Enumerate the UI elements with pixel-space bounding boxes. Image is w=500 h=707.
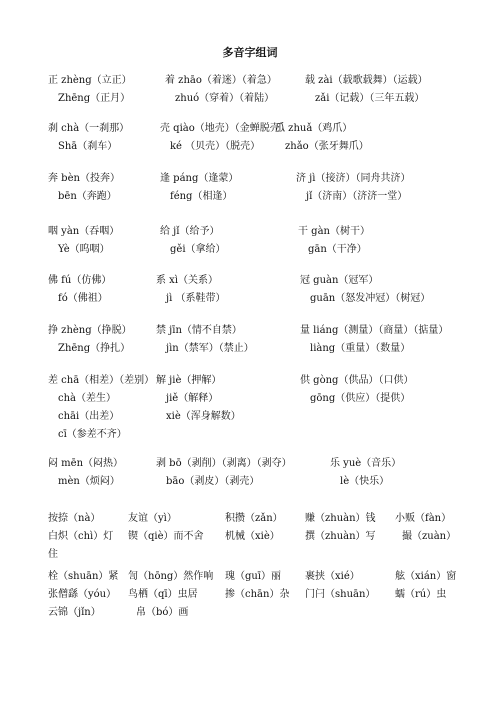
entry-reading: zǎi（记载）（三年五载） xyxy=(315,93,425,104)
misc-row xyxy=(0,604,500,622)
entry-headword: 着 zhāo（着迷）（着急） xyxy=(165,75,277,86)
polyphone-entry xyxy=(275,120,369,156)
entry-headword: 载 zài（载歌载舞）（运载） xyxy=(305,75,428,86)
entry-reading: jiě（解释） xyxy=(166,393,219,404)
entry-reading: gān（干净） xyxy=(308,244,367,255)
misc-word: 撰（zhuàn）写 xyxy=(305,531,376,542)
misc-word: 门闩（shuān） xyxy=(305,589,376,600)
word-group-row xyxy=(0,372,500,440)
polyphone-entry xyxy=(156,322,254,358)
polyphone-entry xyxy=(296,170,410,206)
misc-row xyxy=(0,568,500,586)
word-group-row xyxy=(0,170,500,210)
word-group-row xyxy=(0,455,500,495)
word-group-row xyxy=(0,72,500,112)
entry-headword: 刹 chà（一刹那） xyxy=(48,123,130,134)
misc-word: 白炽（chì）灯 xyxy=(48,531,114,542)
misc-word: 锲（qiè）而不舍 xyxy=(128,531,204,542)
entry-reading: zhǎo（张牙舞爪） xyxy=(285,141,369,152)
polyphone-entry xyxy=(48,72,132,108)
page-title: 多音字组词 xyxy=(222,46,278,59)
polyphone-entry xyxy=(156,455,292,491)
entry-headword: 系 xì（关系） xyxy=(156,275,219,286)
misc-word: 栓（shuān）紧 xyxy=(48,571,119,582)
entry-reading: lè（快乐） xyxy=(340,476,390,487)
entry-reading: fó（佛祖） xyxy=(58,293,108,304)
misc-word: 赚（zhuàn）钱 xyxy=(305,513,376,524)
misc-word: 舷（xián）窗 xyxy=(395,571,457,582)
entry-headword: 差 chā（相差）（差别） xyxy=(48,375,155,386)
entry-reading: jì （系鞋带） xyxy=(166,293,226,304)
misc-row xyxy=(0,546,500,568)
entry-reading: gōng（供应）（提供） xyxy=(310,393,411,404)
polyphone-entry xyxy=(300,322,448,358)
entry-reading: chāi（出差） xyxy=(58,411,120,422)
polyphone-entry xyxy=(160,170,238,206)
word-group-row xyxy=(0,120,500,160)
entry-reading: gěi（拿给） xyxy=(170,244,226,255)
entry-reading: bāo（剥皮）（剥壳） xyxy=(166,476,260,487)
polyphone-entry xyxy=(156,372,241,426)
entry-reading: zhuó（穿着）（着陆） xyxy=(175,93,275,104)
entry-reading: féng（相逢） xyxy=(170,191,233,202)
word-group-row xyxy=(0,223,500,263)
misc-word: 瑰（guī）丽 xyxy=(225,571,282,582)
misc-row xyxy=(0,510,500,528)
polyphone-entry xyxy=(298,223,370,259)
misc-word: 裹挟（xié） xyxy=(305,571,360,582)
misc-word: 住 xyxy=(48,549,58,560)
entry-headword: 闷 mēn（闷热） xyxy=(48,458,124,469)
entry-reading: liàng（重量）（数量） xyxy=(310,343,411,354)
misc-words xyxy=(0,510,500,622)
entry-reading: guān（怒发冲冠）（树冠） xyxy=(310,293,431,304)
entry-reading: Shā（刹车） xyxy=(58,141,118,152)
entry-headword: 给 jǐ（给予） xyxy=(160,226,220,237)
entry-headword: 禁 jīn（情不自禁） xyxy=(156,325,242,336)
entry-reading: ké （贝壳）（脱壳） xyxy=(170,141,261,152)
entry-reading: mèn（烦闷） xyxy=(58,476,120,487)
entry-headword: 壳 qiào（地壳）（金蝉脱壳） xyxy=(160,123,290,134)
misc-word: 蠕（rú）虫 xyxy=(395,589,447,600)
entry-headword: 干 gàn（树干） xyxy=(298,226,370,237)
misc-word: 云锦（jǐn） xyxy=(48,607,101,618)
polyphone-entry xyxy=(300,372,413,408)
polyphone-entry xyxy=(48,272,111,308)
polyphone-entry xyxy=(165,72,277,108)
polyphone-entry xyxy=(48,120,129,156)
misc-row xyxy=(0,528,500,546)
polyphone-entry xyxy=(300,272,430,308)
entry-reading: xiè（浑身解数） xyxy=(166,411,241,422)
word-group-row xyxy=(0,272,500,312)
entry-reading: cī（参差不齐） xyxy=(58,429,127,440)
word-group-row xyxy=(0,322,500,362)
misc-word: 友谊（yì） xyxy=(128,513,177,524)
misc-word: 机械（xiè） xyxy=(225,531,280,542)
polyphone-entry xyxy=(48,223,119,259)
polyphone-entry xyxy=(160,223,226,259)
entry-headword: 正 zhèng（立正） xyxy=(48,75,132,86)
entry-reading: jìn（禁军）（禁止） xyxy=(166,343,254,354)
entry-reading: bēn（奔跑） xyxy=(58,191,117,202)
entry-headword: 奔 bèn（投奔） xyxy=(48,173,120,184)
entry-headword: 冠 guàn（冠军） xyxy=(300,275,379,286)
entry-headword: 挣 zhèng（挣脱） xyxy=(48,325,132,336)
entry-headword: 量 liáng（测量）（商量）（掂量） xyxy=(300,325,449,336)
misc-word: 撮（zuàn） xyxy=(402,531,457,542)
entry-headword: 解 jiè（押解） xyxy=(156,375,222,386)
entry-headword: 乐 yuè（音乐） xyxy=(330,458,402,469)
misc-word: 訇（hōng）然作响 xyxy=(128,571,214,582)
entry-reading: Yè（呜咽） xyxy=(58,244,110,255)
misc-word: 掺（chān）杂 xyxy=(225,589,290,600)
polyphone-entry xyxy=(330,455,401,491)
entry-headword: 咽 yàn（吞咽） xyxy=(48,226,120,237)
misc-row xyxy=(0,586,500,604)
polyphone-entry xyxy=(305,72,428,108)
misc-word: 积攒（zǎn） xyxy=(225,513,283,524)
entry-headword: 逢 páng（逢蒙） xyxy=(160,173,239,184)
misc-word: 小贩（fàn） xyxy=(395,513,452,524)
entry-headword: 佛 fú（仿佛） xyxy=(48,275,112,286)
polyphone-entry xyxy=(48,170,120,206)
misc-word: 张僧繇（yóu） xyxy=(48,589,117,600)
misc-word: 帛（bó）画 xyxy=(136,607,189,618)
entry-headword: 济 jì（接济）（同舟共济） xyxy=(296,173,411,184)
misc-word: 鸟栖（qī）虫居 xyxy=(128,589,198,600)
entry-headword: 剥 bō（剥削）（剥离）（剥夺） xyxy=(156,458,292,469)
entry-reading: Zhēng（挣扎） xyxy=(58,343,131,354)
entry-headword: 爪 zhuǎ（鸡爪） xyxy=(275,123,353,134)
polyphone-entry xyxy=(48,455,123,491)
entry-reading: jǐ（济南）（济济一堂） xyxy=(306,191,408,202)
polyphone-entry xyxy=(160,120,290,156)
entry-headword: 供 gòng（供品）（口供） xyxy=(300,375,414,386)
entry-reading: chà（差生） xyxy=(58,393,117,404)
misc-word: 按捺（nà） xyxy=(48,513,101,524)
entry-reading: Zhēng（正月） xyxy=(58,93,131,104)
polyphone-entry xyxy=(48,322,132,358)
polyphone-entry xyxy=(48,372,154,444)
polyphone-entry xyxy=(156,272,225,308)
